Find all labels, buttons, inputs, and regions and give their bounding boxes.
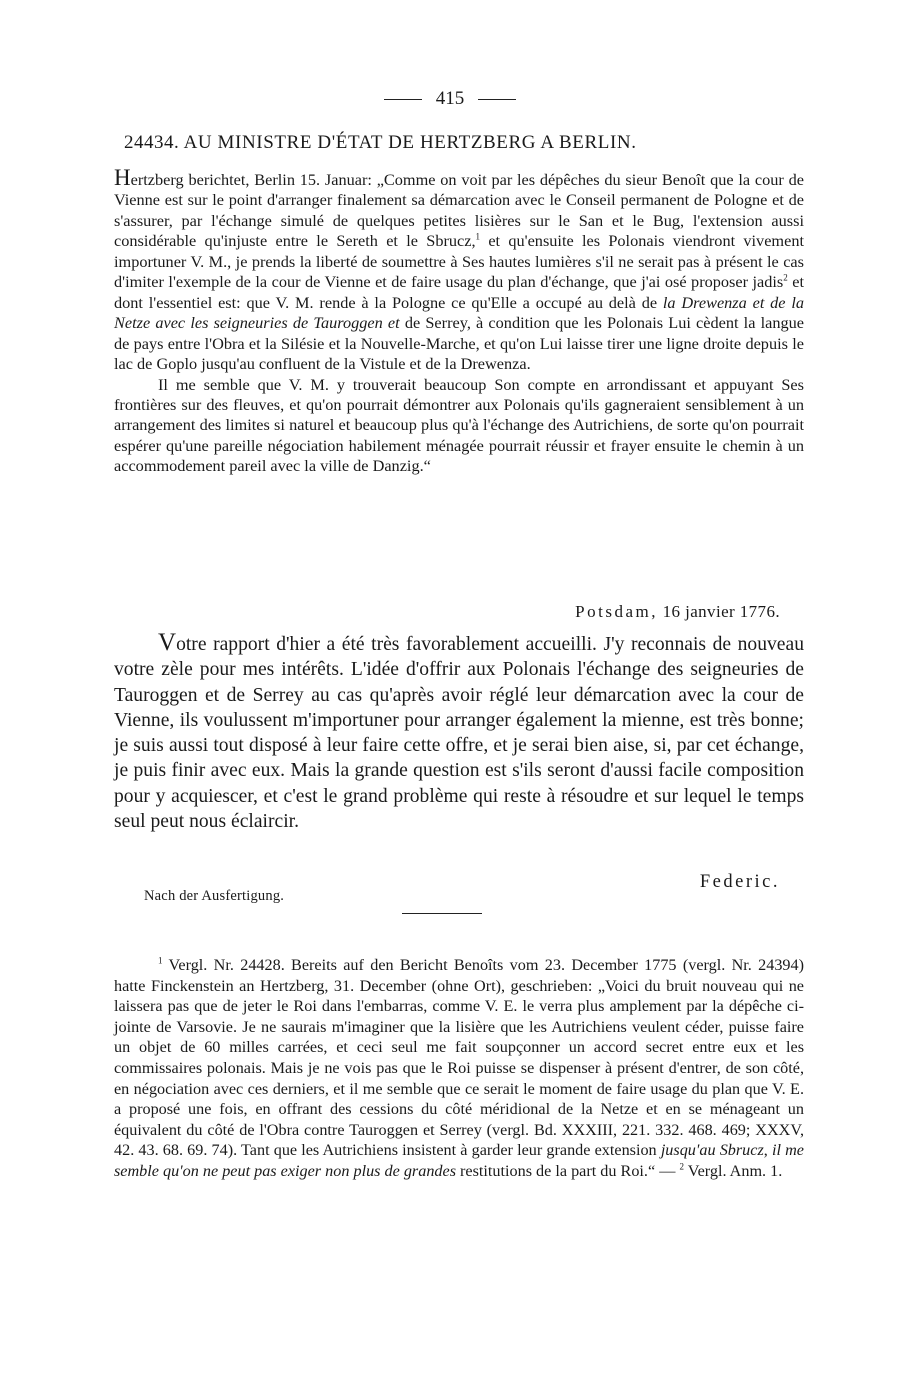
page-number-rule-left [384, 99, 422, 100]
report-summary [114, 165, 804, 477]
letter-text: otre rapport d'hier a été très favorablement accueilli. J'y reconnais de nouveau votre zèle pour mes intérêts. L'idée d'offrir aux Polonais l'échange des seigneuries de Tauroggen et de Serrey au cas qu'après avoir réglé leur démarcation avec la cour de Vienne, ils voulussent m'importuner pour arranger également la mienne, est très bonne; je suis aussi tout disposé à leur faire cette offre, et je serai bien aise, si, par cet échange, je puis finir avec eux. Mais la grande question est s'ils seront d'aussi facile composition pour y acquiescer, et c'est le grand problème qui reste à résoudre et sur lequel le temps seul peut nous éclaircir. [114, 634, 804, 833]
letter-initial: V [158, 629, 177, 656]
document-number: 24434. [124, 132, 180, 153]
letter-body [114, 630, 804, 834]
dateline [450, 602, 780, 622]
footnotes [114, 955, 804, 1182]
footnote-text-4: Vergl. Anm. 1. [683, 1161, 783, 1180]
footnote-marker-2: 2 [679, 1161, 684, 1172]
footnote-italic-2: il me semble qu'on ne peut pas exiger non plus de grandes [114, 1141, 804, 1180]
dateline-place: Potsdam, [575, 602, 658, 621]
footnote-text-1: Vergl. Nr. 24428. Bereits auf den Bericht Benoîts vom 23. December 1775 (vergl. Nr. 24394) hatte Finckenstein an Hertzberg, 31. December (ohne Ort), geschrieben: „Voici du bruit nouveau qui ne laissera pas que de jeter le Roi dans l'embarras, comme V. E. le verra plus amplement par la dépêche ci-jointe de Varsovie. Je ne saurais m'imaginer que la lisière que les Autrichiens veulent céder, puisse faire un objet de 60 milles carrées, et ceci seul me fait soupçonner un accord secret entre eux et les commissaires polonais. Mais je ne vois pas que le Roi puisse se dispenser à présent d'entrer, de son côté, en négociation avec ces derniers, et il me semble que ce serait le moment de faire usage du plan que V. E. a proposé une fois, en offrant des cessions du côté méridional de la Netze et en se ménageant un équivalent du côté de l'Obra contre Tauroggen et Serrey (vergl. Bd. XXXIII, 221. 332. 468. 469; XXXV, 42. 43. 68. 69. 74). Tant que les Autrichiens insistent à garder leur grande extension [114, 956, 804, 1160]
footnote-divider [402, 913, 482, 914]
footnote-ref-1: 1 [475, 231, 481, 242]
footnote-ref-2: 2 [783, 272, 788, 283]
report-text-tail-a: et dont l'essentiel est: que V. M. rende à la Pologne ce qu'Elle a occupé au delà de [114, 272, 804, 312]
footnote-italic-1: jusqu'au Sbrucz [660, 1141, 764, 1160]
signature: Federic. [699, 872, 780, 892]
report-text-lead: ertzberg berichtet, Berlin 15. Januar: „Comme on voit par les dépêches du sieur Benoît que la cour de Vienne est sur le point d'arranger finalement sa démarcation avec le Conseil permanent de Pologne et de s'assurer, par l'échange simulé de quelques petites lisières sur le San et le Bug, l'extension aussi considérable qu'injuste entre le Sereth et le Sbrucz, [114, 170, 804, 251]
page-number [0, 88, 900, 110]
document-heading [124, 132, 794, 154]
dateline-date: 16 janvier 1776. [662, 602, 780, 621]
page-number-rule-right [478, 99, 516, 100]
report-paragraph-2: Il me semble que V. M. y trouverait beaucoup Son compte en arrondissant et appuyant Ses frontières sur des fleuves, et qu'on pourrait démontrer aux Polonais qu'ils gagneraient sensiblement à un arrangement des limites si naturel et beaucoup plus qu'à l'échange des Autrichiens, de sorte qu'on pourrait espérer qu'une pareille négociation habilement ménagée pourrait réussir et frayer ensuite le chemin à un accommodement pareil avec la ville de Danzig.“ [114, 374, 804, 476]
footnote-text-3: restitutions de la part du Roi.“ — [456, 1161, 680, 1180]
page-number-text: 415 [435, 88, 465, 109]
footnote-paragraph [114, 955, 804, 1182]
footnote-text-2: , [763, 1141, 772, 1160]
footnote-marker-1: 1 [158, 955, 163, 966]
report-initial: H [114, 165, 131, 190]
report-text-tail-b: de Serrey, à condition que les Polonais Lui cèdent la langue de pays entre l'Obra et la Silésie et la Nouvelle-Marche, et qu'on Lui laisse tirer une ligne droite depuis le lac de Goplo jusqu'au confluent de la Vistule et de la Drewenza. [114, 313, 804, 374]
letter-paragraph [114, 630, 804, 834]
report-text-mid: et qu'ensuite les Polonais viendront vivement importuner V. M., je prends la liberté de soumettre à Ses hautes lumières s'il ne serait pas à présent le cas d'imiter l'exemple de la cour de Vienne et de faire usage du plan d'échange, que j'ai osé proposer jadis [114, 231, 804, 292]
report-paragraph-1 [114, 165, 804, 375]
source-note: Nach der Ausfertigung. [144, 888, 285, 904]
report-text-italic: la Drewenza et de la Netze avec les seigneuries de Tauroggen et [114, 292, 804, 333]
document-title: AU MINISTRE D'ÉTAT DE HERTZBERG A BERLIN. [183, 132, 637, 153]
